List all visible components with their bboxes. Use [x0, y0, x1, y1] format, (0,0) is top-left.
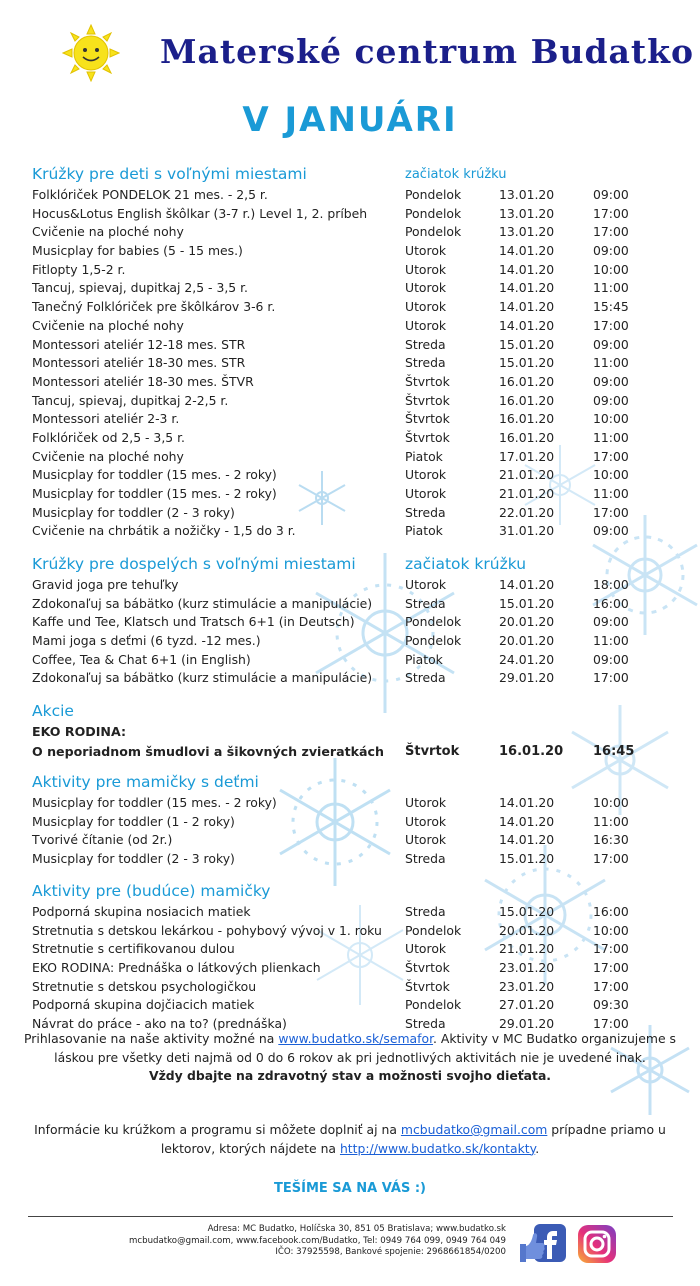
start-date: 15.01.20: [499, 904, 555, 919]
weekday: Pondelok: [405, 633, 462, 649]
start-time: 17:00: [593, 317, 629, 333]
start-date: 16.01.20: [499, 392, 555, 408]
start-date: 22.01.20: [499, 504, 555, 520]
start-time: 11:00: [593, 355, 629, 371]
divider: [28, 1216, 673, 1217]
start-time: 09:00: [593, 392, 629, 408]
section-title: Aktivity pre mamičky s deťmi: [32, 773, 259, 791]
start-date: 16.01.20: [499, 373, 555, 389]
start-time: 10:00: [593, 922, 629, 938]
table-row: [32, 904, 672, 923]
section-header: [32, 773, 672, 795]
table-row: [32, 224, 672, 243]
weekday: Štvrtok: [405, 392, 450, 408]
table-row: [32, 832, 672, 851]
activity-name: Musicplay for toddler (1 - 2 roky): [32, 813, 235, 829]
activity-name: Cvičenie na ploché nohy: [32, 448, 184, 464]
weekday: Streda: [405, 504, 446, 520]
start-time: 10:00: [593, 467, 629, 483]
activity-name: Montessori ateliér 18-30 mes. STR: [32, 355, 246, 371]
table-row: [32, 814, 672, 833]
weekday: Streda: [405, 336, 446, 352]
table-row: [32, 851, 672, 870]
section-header: [32, 165, 672, 187]
start-date: 21.01.20: [499, 941, 555, 957]
activity-name: Mami joga s deťmi (6 tyzd. -12 mes.): [32, 633, 261, 649]
weekday: Streda: [405, 595, 446, 611]
start-time: 09:00: [593, 651, 629, 667]
weekday: Štvrtok: [405, 373, 450, 389]
section-title: Krúžky pre deti s voľnými miestami: [32, 165, 307, 183]
schedule-list: [32, 577, 672, 689]
email-link[interactable]: mcbudatko@gmail.com: [400, 1122, 548, 1137]
start-date: 14.01.20: [499, 317, 555, 333]
activity-name: Kaffe und Tee, Klatsch und Tratsch 6+1 (in Deutsch): [32, 614, 355, 630]
activity-name: Montessori ateliér 18-30 mes. ŠTVR: [32, 373, 254, 389]
weekday: Utorok: [405, 832, 447, 848]
start-time: 11:00: [593, 486, 629, 501]
start-date: 29.01.20: [499, 1016, 555, 1032]
weekday: Utorok: [405, 467, 447, 483]
start-date: 24.01.20: [499, 651, 555, 667]
start-time: 09:00: [593, 373, 629, 389]
instagram-icon[interactable]: [577, 1224, 617, 1264]
address-line: mcbudatko@gmail.com, www.facebook.com/Budatko, Tel: 0949 764 099, 0949 764 049: [129, 1235, 506, 1246]
table-row: O neporiadnom šmudlovi a šikovných zvieratkách Štvrtok 16.01.20 16:45: [32, 743, 635, 759]
weekday: Utorok: [405, 317, 447, 333]
start-date: 31.01.20: [499, 523, 555, 539]
start-date: 21.01.20: [499, 486, 555, 501]
activity-name: Zdokonaľuj sa bábätko (kurz stimulácie a manipulácie): [32, 595, 373, 611]
start-date: 13.01.20: [499, 205, 555, 221]
activity-name: Návrat do práce - ako na to? (prednáška): [32, 1016, 287, 1032]
start-date: 16.01.20: [499, 429, 555, 445]
start-date: 29.01.20: [499, 670, 555, 686]
start-date: 20.01.20: [499, 633, 555, 649]
activity-name: Musicplay for toddler (15 mes. - 2 roky): [32, 795, 277, 810]
activity-name: Tvorivé čítanie (od 2r.): [32, 832, 173, 848]
page-title: Materské centrum Budatko: [160, 32, 695, 71]
facebook-like-icon[interactable]: [516, 1222, 568, 1266]
section-mothers-with-kids: [32, 773, 672, 870]
weekday: Piatok: [405, 448, 443, 464]
weekday: Pondelok: [405, 614, 462, 630]
weekday: Utorok: [405, 486, 447, 501]
health-note: Vždy dbajte na zdravotný stav a možnosti svojho dieťata.: [148, 1068, 552, 1083]
start-time: 16:00: [593, 595, 629, 611]
table-row: [32, 523, 672, 542]
start-date: 21.01.20: [499, 467, 555, 483]
table-row: [32, 979, 672, 998]
start-time: 09:00: [593, 336, 629, 352]
activity-name: Musicplay for toddler (2 - 3 roky): [32, 851, 235, 867]
weekday: Utorok: [405, 280, 447, 296]
table-row: [32, 280, 672, 299]
start-time: 15:45: [593, 299, 629, 315]
start-date: 16.01.20: [499, 411, 555, 427]
section-header: [32, 882, 672, 904]
start-time: 17:00: [593, 504, 629, 520]
table-row: [32, 670, 672, 689]
activity-name: Coffee, Tea & Chat 6+1 (in English): [32, 651, 251, 667]
weekday: Streda: [405, 670, 446, 686]
activity-name: Montessori ateliér 12-18 mes. STR: [32, 336, 246, 352]
weekday: Piatok: [405, 523, 443, 539]
start-time: 11:00: [593, 633, 629, 649]
weekday: Utorok: [405, 299, 447, 315]
start-date: 23.01.20: [499, 960, 555, 976]
activity-name: Musicplay for toddler (15 mes. - 2 roky): [32, 486, 277, 501]
activity-name: Folklóriček PONDELOK 21 mes. - 2,5 r.: [32, 187, 268, 202]
start-time: 09:00: [593, 187, 629, 202]
start-date: 15.01.20: [499, 355, 555, 371]
table-row: [32, 923, 672, 942]
page-subtitle-month: V JANUÁRI: [242, 100, 458, 140]
start-time: 17:00: [593, 1016, 629, 1032]
start-time: 09:00: [593, 614, 629, 630]
table-row: [32, 941, 672, 960]
start-label: začiatok krúžku: [405, 167, 507, 182]
activity-name: Montessori ateliér 2-3 r.: [32, 411, 180, 427]
section-mothers: [32, 882, 672, 1035]
section-events: [32, 702, 672, 762]
table-row: [32, 596, 672, 615]
activity-name: Gravid joga pre tehuľky: [32, 577, 179, 592]
table-row: [32, 997, 672, 1016]
closing-text: TEŠÍME SA NA VÁS :): [274, 1181, 426, 1196]
start-date: 13.01.20: [499, 224, 555, 240]
section-title: Aktivity pre (budúce) mamičky: [32, 882, 271, 900]
start-date: 15.01.20: [499, 851, 555, 867]
start-date: 14.01.20: [499, 577, 555, 592]
start-date: 14.01.20: [499, 243, 555, 259]
semafor-link[interactable]: www.budatko.sk/semafor: [278, 1031, 434, 1046]
start-time: 16:30: [593, 832, 629, 848]
table-row: [32, 577, 672, 596]
weekday: Štvrtok: [405, 960, 450, 976]
start-date: 20.01.20: [499, 922, 555, 938]
table-row: [32, 393, 672, 412]
activity-name: Podporná skupina dojčiacich matiek: [32, 997, 255, 1013]
contacts-link[interactable]: http://www.budatko.sk/kontakty: [339, 1140, 536, 1156]
start-date: 13.01.20: [499, 187, 555, 202]
start-time: 17:00: [593, 851, 629, 867]
start-date: 15.01.20: [499, 595, 555, 611]
activity-name: Musicplay for babies (5 - 15 mes.): [32, 243, 243, 259]
table-row: [32, 614, 672, 633]
activity-name: Podporná skupina nosiacich matiek: [32, 904, 251, 919]
activity-name: Folklóriček od 2,5 - 3,5 r.: [32, 429, 185, 445]
address-line: Adresa: MC Budatko, Holíčska 30, 851 05 Bratislava; www.budatko.sk: [207, 1224, 506, 1234]
section-title: Akcie: [32, 702, 74, 720]
activity-name: Musicplay for toddler (15 mes. - 2 roky): [32, 467, 277, 483]
activity-name: Musicplay for toddler (2 - 3 roky): [32, 504, 235, 520]
weekday: Utorok: [405, 261, 447, 277]
weekday: Pondelok: [405, 205, 462, 221]
table-row: [32, 633, 672, 652]
address-block: [60, 1224, 506, 1259]
weekday: Utorok: [405, 243, 447, 259]
start-time: 09:00: [593, 243, 629, 259]
start-time: 17:00: [593, 448, 629, 464]
weekday: Pondelok: [405, 922, 462, 938]
start-time: 18:00: [593, 577, 629, 592]
start-time: 17:00: [593, 224, 629, 240]
activity-name: Fitlopty 1,5-2 r.: [32, 261, 126, 277]
weekday: Streda: [405, 355, 446, 371]
table-row: [32, 299, 672, 318]
weekday: Piatok: [405, 651, 443, 667]
table-row: [32, 337, 672, 356]
schedule-list: [32, 795, 672, 870]
weekday: Streda: [405, 851, 446, 867]
start-date: 27.01.20: [499, 997, 555, 1013]
activity-name: Cvičenie na ploché nohy: [32, 317, 184, 333]
activity-name: Zdokonaľuj sa bábätko (kurz stimulácie a manipulácie): [32, 670, 373, 686]
start-date: 20.01.20: [499, 614, 555, 630]
start-date: 23.01.20: [499, 978, 555, 994]
activity-name: Cvičenie na chrbátik a nožičky - 1,5 do 3 r.: [32, 523, 296, 539]
table-row: [32, 206, 672, 225]
start-time: 11:00: [593, 813, 629, 829]
start-time: 17:00: [593, 960, 629, 976]
start-time: 11:00: [593, 280, 629, 296]
table-row: [32, 411, 672, 430]
weekday: Utorok: [405, 795, 447, 810]
section-title: Krúžky pre dospelých s voľnými miestami: [32, 555, 356, 573]
activity-name: EKO RODINA: Prednáška o látkových plienkach: [32, 960, 321, 976]
weekday: Štvrtok: [405, 429, 450, 445]
table-row: [32, 486, 672, 505]
start-time: 10:00: [593, 795, 629, 810]
address-line: IČO: 37925598, Bankové spojenie: 2968661854/0200: [275, 1247, 506, 1258]
activity-name: Tanečný Folklóriček pre škôlkárov 3-6 r.: [32, 299, 276, 315]
start-date: 14.01.20: [499, 832, 555, 848]
table-row: [32, 505, 672, 524]
start-time: 17:00: [593, 941, 629, 957]
start-time: 10:00: [593, 411, 629, 427]
section-adults: [32, 555, 672, 689]
table-row: [32, 795, 672, 814]
start-date: 15.01.20: [499, 336, 555, 352]
weekday: Utorok: [405, 577, 447, 592]
table-row: [32, 318, 672, 337]
weekday: Streda: [405, 904, 446, 919]
table-row: [32, 467, 672, 486]
activity-name: Hocus&Lotus English škôlkar (3-7 r.) Level 1, 2. príbeh: [32, 205, 368, 221]
start-date: 17.01.20: [499, 448, 555, 464]
activity-name: Tancuj, spievaj, dupitkaj 2-2,5 r.: [32, 392, 229, 408]
start-time: 09:30: [593, 997, 629, 1013]
schedule-list: [32, 187, 672, 542]
schedule-list: [32, 904, 672, 1035]
start-time: 11:00: [593, 429, 629, 445]
table-row: [32, 243, 672, 262]
start-time: 10:00: [593, 261, 629, 277]
weekday: Pondelok: [405, 997, 462, 1013]
activity-name: Cvičenie na ploché nohy: [32, 224, 184, 240]
weekday: Utorok: [405, 941, 447, 957]
sun-logo-icon: [62, 24, 120, 82]
table-row: [32, 355, 672, 374]
start-time: 17:00: [593, 205, 629, 221]
table-row: [32, 262, 672, 281]
start-date: 14.01.20: [499, 299, 555, 315]
weekday: Štvrtok: [405, 411, 450, 427]
start-time: 09:00: [593, 523, 629, 539]
event-label: EKO RODINA:: [32, 724, 126, 739]
weekday: Pondelok: [405, 224, 462, 240]
start-date: 14.01.20: [499, 261, 555, 277]
activity-name: Tancuj, spievaj, dupitkaj 2,5 - 3,5 r.: [32, 280, 248, 296]
start-time: 17:00: [593, 978, 629, 994]
weekday: Streda: [405, 1016, 446, 1032]
weekday: Pondelok: [405, 187, 462, 202]
start-time: 17:00: [593, 670, 629, 686]
registration-paragraph: Prihlasovanie na naše aktivity možné na www.budatko.sk/semafor. Aktivity v MC Budatko organizujeme s láskou pre všetky deti najmä od 0 do 6 rokov ak pri jednotlivých aktivitách nie je uvedené inak. Vždy dbajte na zdravotný stav a možnosti svojho dieťata.: [24, 1031, 676, 1083]
info-paragraph: Informácie ku krúžkom a programu si môžete doplniť aj na mcbudatko@gmail.com prípadne priamo u lektorov, ktorých nájdete na http://www.budatko.sk/kontakty.: [34, 1122, 666, 1156]
table-row: [32, 374, 672, 393]
section-header: [32, 702, 672, 724]
table-row: [32, 187, 672, 206]
start-date: 14.01.20: [499, 280, 555, 296]
table-row: [32, 430, 672, 449]
start-time: 16:00: [593, 904, 629, 919]
table-row: [32, 449, 672, 468]
start-date: 14.01.20: [499, 795, 555, 810]
activity-name: Stretnutie s certifikovanou dulou: [32, 941, 235, 957]
table-row: [32, 652, 672, 671]
table-row: [32, 960, 672, 979]
start-label: začiatok krúžku: [405, 555, 527, 573]
weekday: Štvrtok: [405, 978, 450, 994]
activity-name: Stretnutia s detskou lekárkou - pohybový vývoj v 1. roku: [32, 922, 382, 938]
start-date: 14.01.20: [499, 813, 555, 829]
section-kids: [32, 165, 672, 542]
section-header: [32, 555, 672, 577]
activity-name: Stretnutie s detskou psychologičkou: [32, 978, 257, 994]
weekday: Utorok: [405, 813, 447, 829]
